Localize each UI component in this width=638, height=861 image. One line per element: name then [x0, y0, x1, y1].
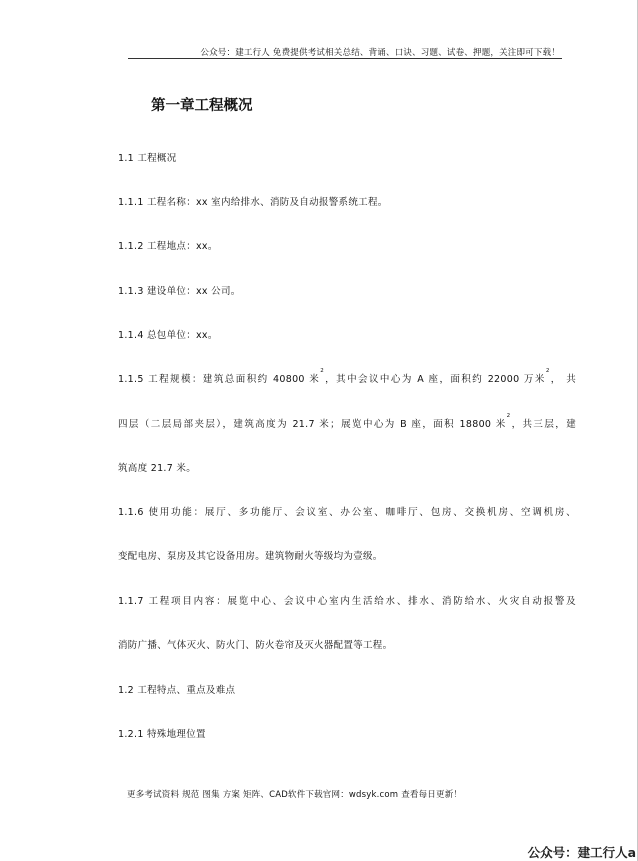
text-segment: ，共三层，建 — [510, 419, 576, 430]
superscript: 2 — [506, 413, 511, 419]
paragraph-1-1-7-line2: 消防广播、气体灭火、防火门、防火卷帘及灭火器配置等工程。 — [118, 640, 393, 651]
section-heading-1-2: 1.2 工程特点、重点及难点 — [118, 685, 236, 696]
paragraph-1-1-4: 1.1.4 总包单位：xx。 — [118, 330, 218, 341]
section-heading-1-2-1: 1.2.1 特殊地理位置 — [118, 729, 206, 740]
paragraph-1-1-7-line1: 1.1.7 工程项目内容：展览中心、会议中心室内生活给水、排水、消防给水、火灾自动报警及 — [118, 596, 576, 607]
watermark-text: 公众号：建工行人a — [527, 845, 636, 860]
superscript: 2 — [320, 368, 325, 374]
header-divider — [128, 58, 562, 59]
text-segment: ，其中会议中心为 A 座，面积约 22000 万米 — [324, 374, 546, 385]
text-segment: 四层（二层局部夹层），建筑高度为 21.7 米；展览中心为 B 座，面积 18800 米 — [118, 419, 507, 430]
paragraph-1-1-2: 1.1.2 工程地点：xx。 — [118, 241, 218, 252]
paragraph-1-1-3: 1.1.3 建设单位：xx 公司。 — [118, 286, 241, 297]
superscript: 2 — [545, 368, 550, 374]
paragraph-1-1-6-line2: 变配电房、泵房及其它设备用房。建筑物耐火等级均为壹级。 — [118, 551, 383, 562]
text-segment: ， 共 — [549, 374, 576, 385]
text-segment: 1.1.5 工程规模：建筑总面积约 40800 米 — [118, 374, 321, 385]
chapter-title: 第一章工程概况 — [151, 98, 253, 114]
paragraph-1-1-5-line3: 筑高度 21.7 米。 — [118, 463, 196, 474]
page-header: 公众号：建工行人 免费提供考试相关总结、背诵、口诀、习题、试卷、押题，关注即可下载！ — [200, 48, 560, 58]
paragraph-1-1-6-line1: 1.1.6 使用功能：展厅、多功能厅、会议室、办公室、咖啡厅、包房、交换机房、空调机房、 — [118, 507, 576, 518]
paragraph-1-1-5-line1 — [118, 368, 576, 385]
section-heading-1-1: 1.1 工程概况 — [118, 153, 177, 164]
page-footer: 更多考试资料 规范 图集 方案 矩阵、CAD软件下载官网：wdsyk.com 查看每日更新！ — [127, 790, 463, 800]
paragraph-1-1-5-line2 — [118, 413, 576, 430]
paragraph-1-1-1: 1.1.1 工程名称：xx 室内给排水、消防及自动报警系统工程。 — [118, 197, 388, 208]
